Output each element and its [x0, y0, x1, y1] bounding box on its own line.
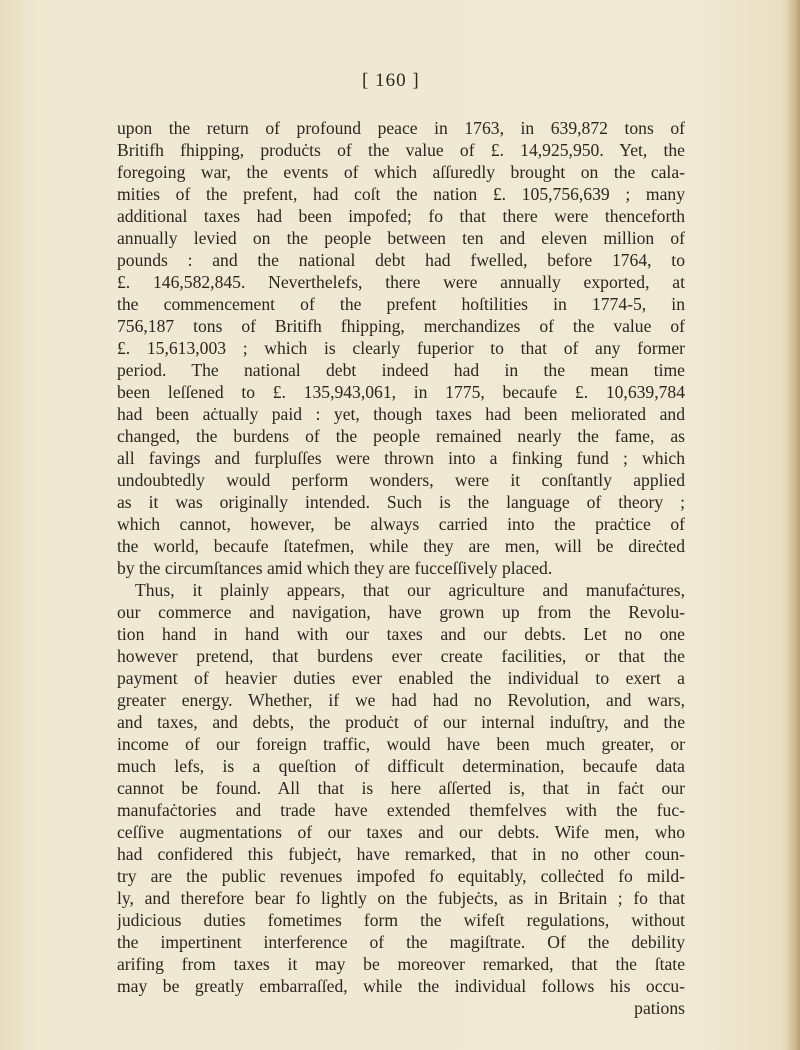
text-line: period. The national debt indeed had in the mean time — [117, 360, 685, 380]
text-line: mities of the prefent, had coſt the nation £. 105,756,639 ; many — [117, 184, 685, 204]
text-line: upon the return of profound peace in 1763, in 639,872 tons of — [117, 118, 685, 138]
text-line: manufaċtories and trade have extended themfelves with the fuc- — [117, 800, 685, 820]
text-line: much lefs, is a queſtion of difficult determination, becaufe data — [117, 756, 685, 776]
text-line: arifing from taxes it may be moreover remarked, that the ſtate — [117, 954, 685, 974]
text-line: ceſſive augmentations of our taxes and our debts. Wife men, who — [117, 822, 685, 842]
text-line: as it was originally intended. Such is the language of theory ; — [117, 492, 685, 512]
text-line: and taxes, and debts, the produċt of our internal induſtry, and the — [117, 712, 685, 732]
body-text — [117, 117, 685, 1019]
text-line: greater energy. Whether, if we had had no Revolution, and wars, — [117, 690, 685, 710]
text-line: the impertinent interference of the magiſtrate. Of the debility — [117, 932, 685, 952]
text-line: additional taxes had been impofed; fo that there were thenceforth — [117, 206, 685, 226]
text-line: pounds : and the national debt had fwelled, before 1764, to — [117, 250, 685, 270]
text-line: the world, becaufe ſtatefmen, while they are men, will be direċted — [117, 536, 685, 556]
text-line: may be greatly embarraſſed, while the individual follows his occu- — [117, 976, 685, 996]
text-line: payment of heavier duties ever enabled the individual to exert a — [117, 668, 685, 688]
text-line: £. 146,582,845. Neverthelefs, there were annually exported, at — [117, 272, 685, 292]
page-number: [ 160 ] — [362, 70, 420, 91]
catchword: pations — [634, 998, 685, 1018]
text-line: by the circumſtances amid which they are fucceſſively placed. — [117, 558, 553, 578]
text-line: income of our foreign traffic, would have been much greater, or — [117, 734, 685, 754]
text-line: our commerce and navigation, have grown up from the Revolu- — [117, 602, 685, 622]
text-line: undoubtedly would perform wonders, were it conſtantly applied — [117, 470, 685, 490]
text-line: Britifh fhipping, produċts of the value of £. 14,925,950. Yet, the — [117, 140, 685, 160]
text-line: been leſſened to £. 135,943,061, in 1775, becaufe £. 10,639,784 — [117, 382, 685, 402]
text-line: had been aċtually paid : yet, though taxes had been meliorated and — [117, 404, 685, 424]
text-line: annually levied on the people between ten and eleven million of — [117, 228, 685, 248]
page-edge-shadow — [786, 0, 800, 1050]
text-line: which cannot, however, be always carried into the praċtice of — [117, 514, 685, 534]
text-line: all favings and furpluſſes were thrown into a finking fund ; which — [117, 448, 685, 468]
text-line: however pretend, that burdens ever create facilities, or that the — [117, 646, 685, 666]
text-line: ly, and therefore bear fo lightly on the fubjeċts, as in Britain ; fo that — [117, 888, 685, 908]
paragraph-start-line: Thus, it plainly appears, that our agriculture and manufaċtures, — [135, 580, 685, 600]
text-line: changed, the burdens of the people remained nearly the fame, as — [117, 426, 685, 446]
text-line: cannot be found. All that is here aſſerted is, that in faċt our — [117, 778, 685, 798]
text-line: the commencement of the prefent hoſtilities in 1774-5, in — [117, 294, 685, 314]
text-line: tion hand in hand with our taxes and our debts. Let no one — [117, 624, 685, 644]
text-line: had confidered this fubjeċt, have remarked, that in no other coun- — [117, 844, 685, 864]
text-line: 756,187 tons of Britifh fhipping, merchandizes of the value of — [117, 316, 685, 336]
text-line: judicious duties fometimes form the wifeſt regulations, without — [117, 910, 685, 930]
text-line: £. 15,613,003 ; which is clearly fuperior to that of any former — [117, 338, 685, 358]
text-line: try are the public revenues impofed fo equitably, colleċted fo mild- — [117, 866, 685, 886]
text-line: foregoing war, the events of which aſſuredly brought on the cala- — [117, 162, 685, 182]
